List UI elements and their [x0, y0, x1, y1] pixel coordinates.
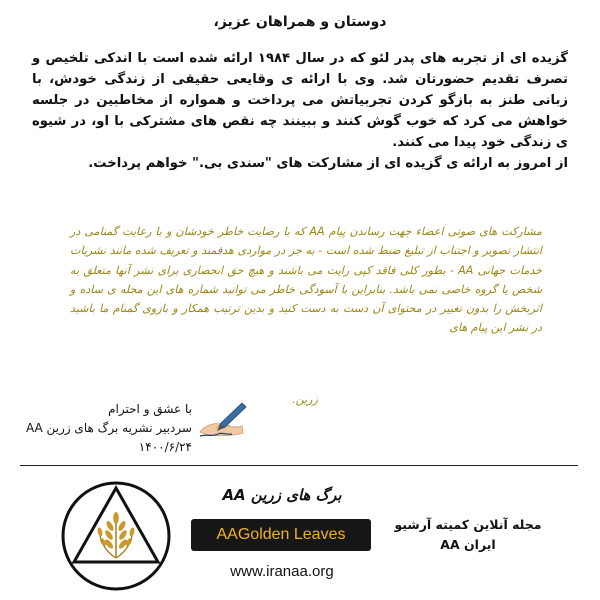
- brand-title: برگ های زرین AA: [222, 486, 342, 504]
- website-link[interactable]: www.iranaa.org: [230, 563, 334, 580]
- greeting: دوستان و همراهان عزیز،: [213, 14, 387, 30]
- closing-text: با عشق و احترام: [108, 402, 192, 416]
- aa-logo: [60, 480, 172, 592]
- editor-signature: سردبیر نشریه برگ های زرین AA: [25, 421, 192, 435]
- intro-paragraph: از امروز به ارائه ی گزیده ای از مشارکت های "سندی بی." خواهم پرداخت.: [88, 156, 568, 171]
- wheat-icon: [97, 512, 136, 558]
- publish-date: ۱۴۰۰/۶/۲۴: [138, 440, 192, 454]
- intro-text: [32, 48, 568, 174]
- hand-writing-pen-icon: [196, 398, 248, 438]
- intro-paragraph: گزیده ای از تجربه های پدر لئو که در سال ۱۹۸۴ ارائه شده است با اندکی تلخیص و تصرف تقدیم حضورتان شد. وی با ارائه ی وقایعی حقیقی از زندگی خودش، با زبانی طنز به بازگو کردن تجربیاتش می پرداخت و همواره از مخاطبین در جلسه خواهش می کرد که خوب گوش کنند و ببینند چه نقص های مشترکی با او، در شیوه ی زندگی خود پیدا می کنند.: [32, 51, 568, 150]
- magazine-caption-line2: ایران AA: [440, 537, 496, 552]
- copyright-notice-last-word: زرین.: [292, 393, 318, 406]
- brand-badge: AAGolden Leaves: [191, 519, 371, 551]
- copyright-notice: مشارکت های صوتی اعضاء جهت رساندن پیام AA که با رضایت خاطر خودشان و با رعایت گمنامی در انتشار تصویر و اجتناب از تبلیغ ضبط شده است - به جز در مواردی هدفمند و تعریف شده مانند نشریات خدمات جهانی AA - بطور کلی فاقد کپی رایت می باشند و هیچ حق انحصاری برای نشر آنها متعلق به شخص یا گروه خاصی نمی باشد. بنابراین با آسودگی خاطر می توانید شماره های این مجله ی ساده و اثربخش را بدون تغییر در محتوای آن دست به دست کنید و بدین ترتیب همکار و بازوی گمنام ما باشید در نشر این پیام های: [70, 225, 543, 335]
- footer-divider: [20, 465, 578, 466]
- magazine-caption-line1: مجله آنلاین کمیته آرشیو: [394, 517, 542, 532]
